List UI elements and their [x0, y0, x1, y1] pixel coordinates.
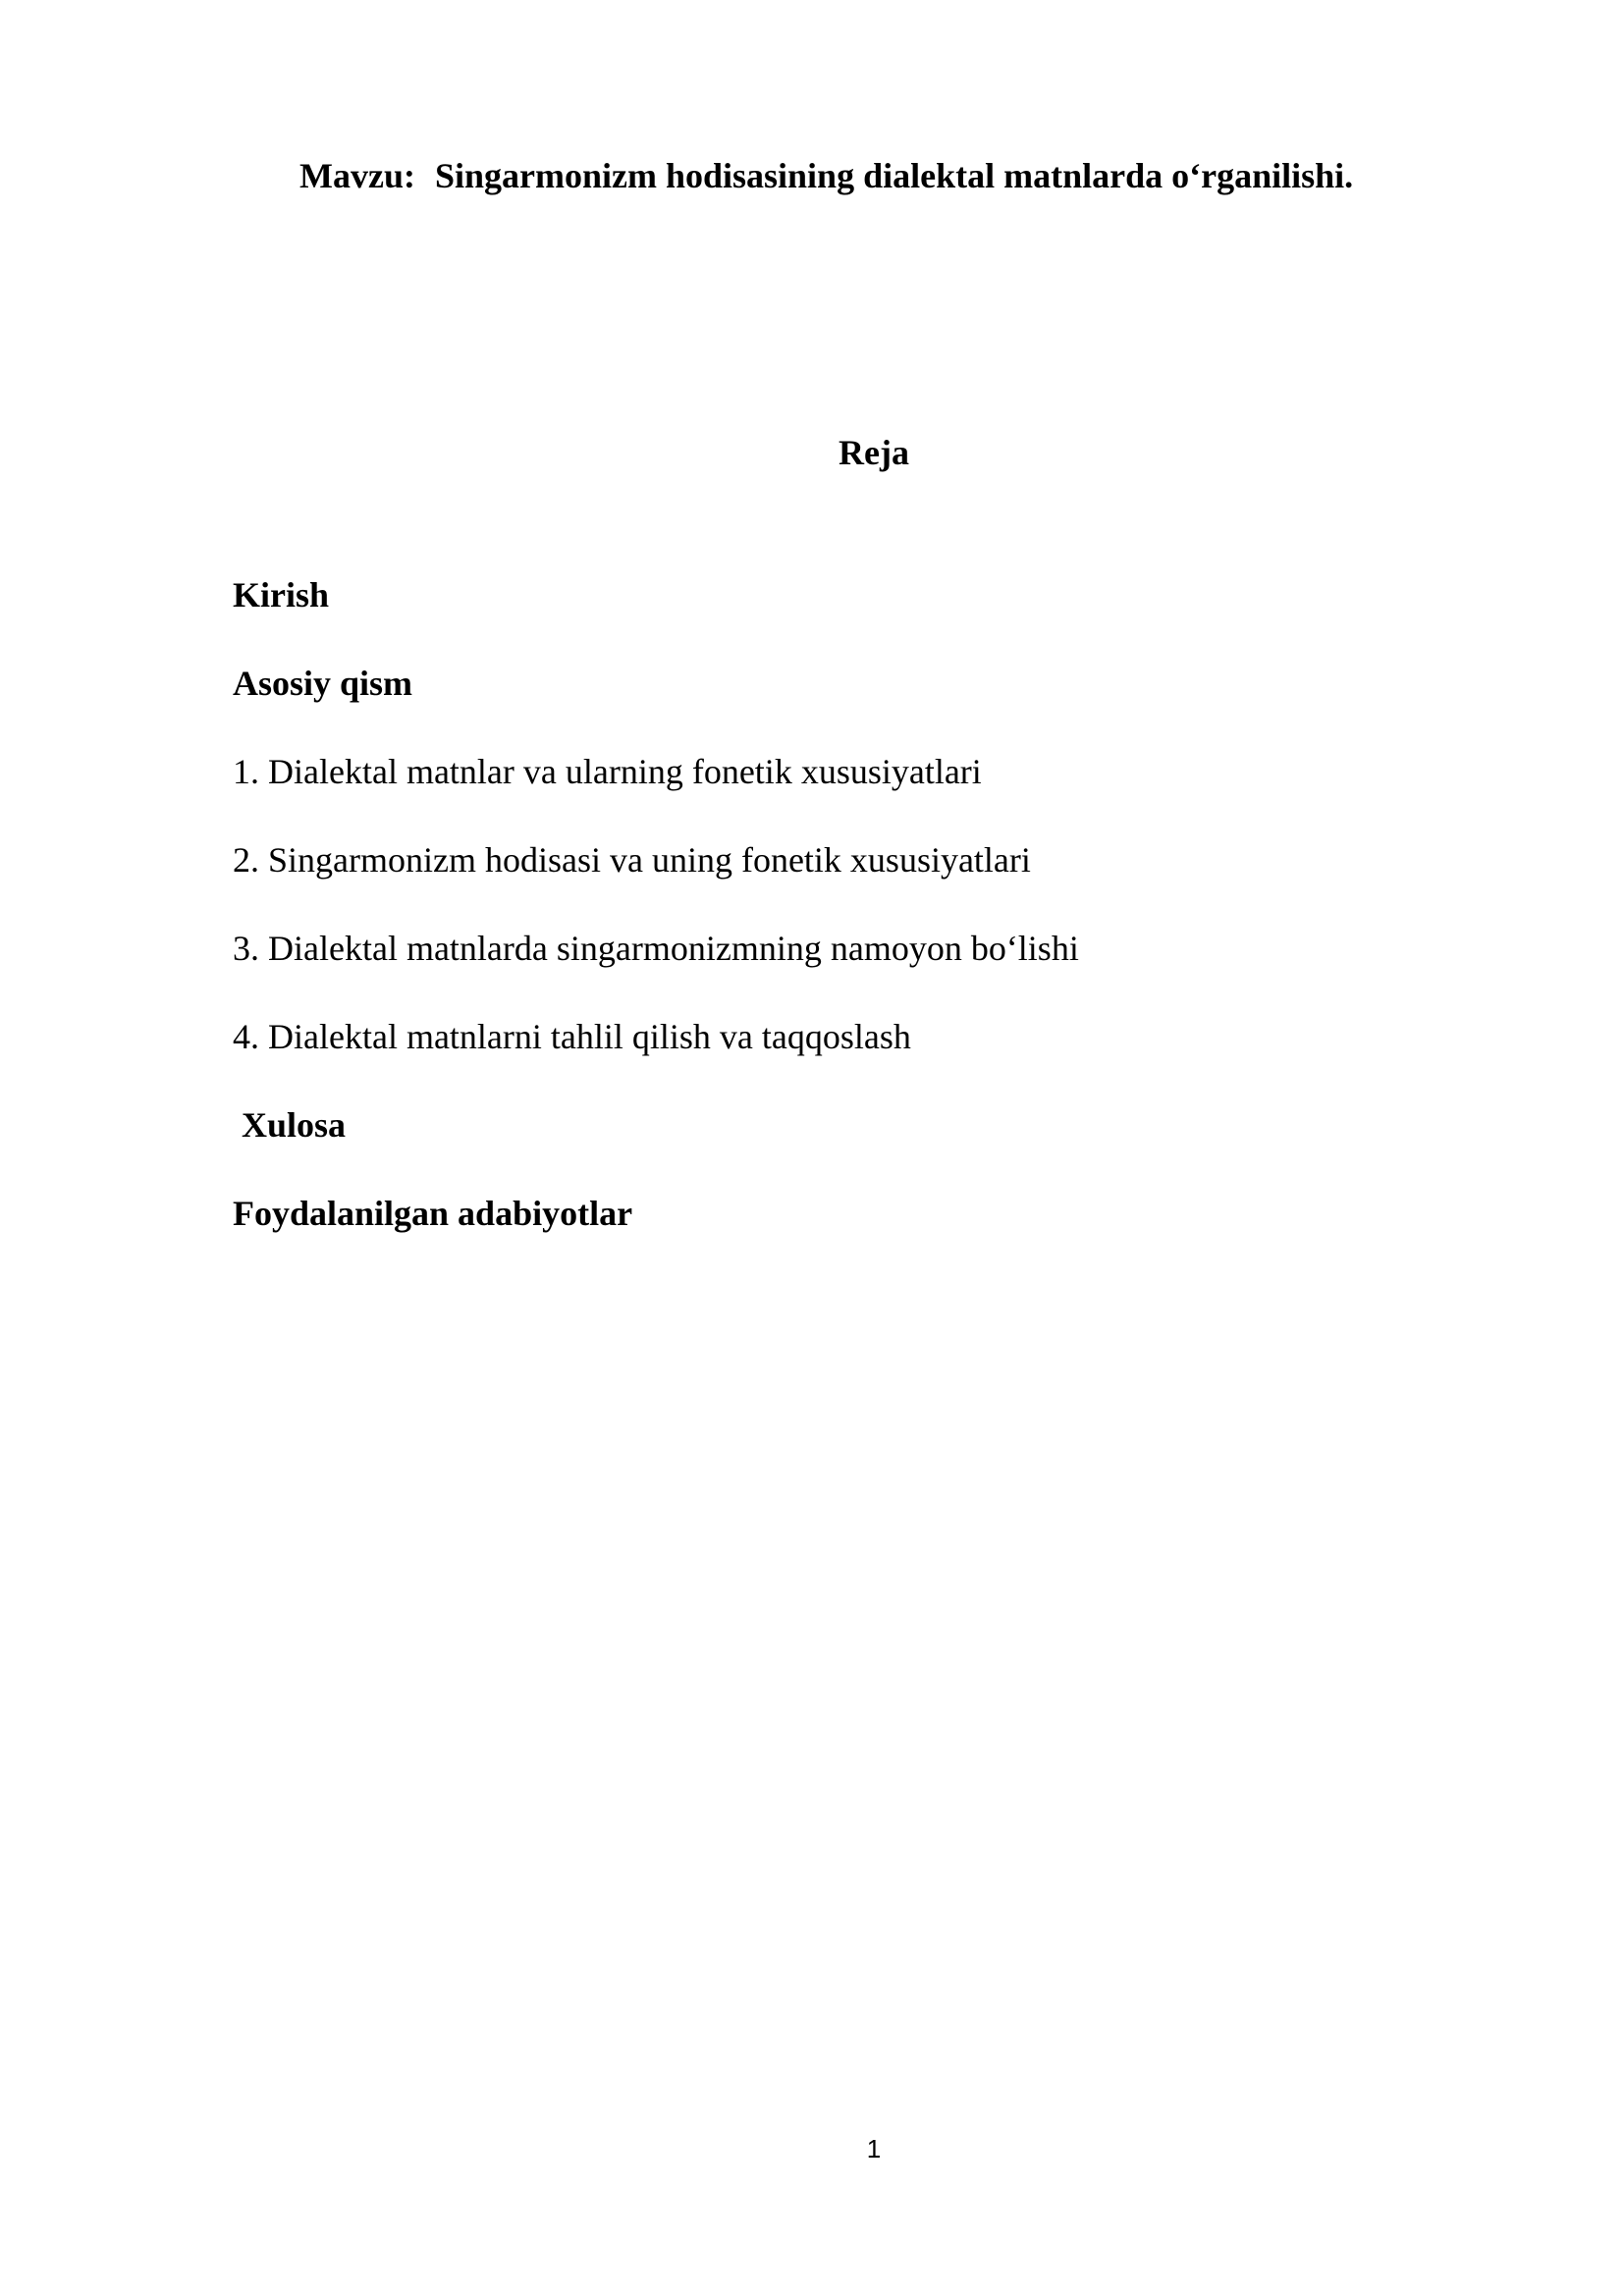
- topic-label: Mavzu:: [299, 156, 415, 195]
- plan-item-4: 4. Dialektal matnlarni tahlil qilish va taqqoslash: [233, 1017, 911, 1056]
- page-number: 1: [866, 2134, 882, 2163]
- plan-item-introduction: Kirish: [233, 575, 330, 614]
- plan-item-conclusion: Xulosa: [242, 1105, 347, 1145]
- plan-item-2: 2. Singarmonizm hodisasi va uning fonetik xususiyatlari: [233, 840, 1031, 880]
- plan-heading: Reja: [839, 433, 909, 472]
- topic-title: Singarmonizm hodisasining dialektal matnlarda o‘rganilishi.: [434, 156, 1354, 195]
- plan-item-main-part: Asosiy qism: [233, 664, 413, 703]
- plan-item-references: Foydalanilgan adabiyotlar: [233, 1194, 633, 1233]
- plan-item-3: 3. Dialektal matnlarda singarmonizmning namoyon bo‘lishi: [233, 929, 1079, 968]
- plan-item-1: 1. Dialektal matnlar va ularning fonetik xususiyatlari: [233, 752, 982, 791]
- topic-heading: [299, 155, 1353, 196]
- plan-list: [233, 569, 1079, 1276]
